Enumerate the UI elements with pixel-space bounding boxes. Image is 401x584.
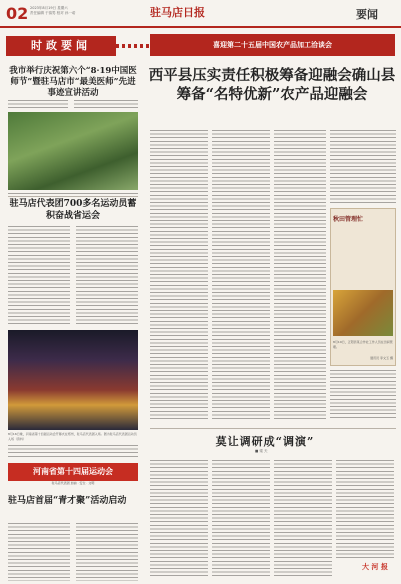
- red-banner: [150, 34, 395, 56]
- article-body-3a: [8, 523, 70, 581]
- article-body-4c: [274, 130, 326, 420]
- article-body-4e: [330, 370, 396, 420]
- divider: [150, 428, 396, 429]
- date-line-1: 2023年8月19日 星期六: [30, 6, 68, 10]
- autumn-title: 秋田管理忙: [333, 216, 364, 223]
- games-ad[interactable]: 河南省第十四届运动会: [8, 463, 138, 481]
- headline-main[interactable]: 西平县压实责任积极筹备迎融会确山县筹备“名特优新”农产品迎融会: [148, 67, 396, 103]
- photo-field: [8, 112, 138, 190]
- article-title-delegation[interactable]: 驻马店代表团700多名运动员蓄积奋战省运会: [9, 199, 137, 221]
- commentary-body-c: [274, 460, 332, 578]
- dahebao-logo: 大 河 报: [362, 562, 388, 571]
- section-banner-text: 时政要闻: [31, 39, 91, 52]
- article-body-4a: [150, 130, 208, 420]
- games-ad-sub: 驻马店代表团 加油 · 安全 · 文明: [51, 481, 95, 485]
- red-banner-text: 喜迎第二十五届中国农产品加工洽谈会: [213, 40, 332, 49]
- date-line-2: 责任编辑 于赛男 校对 孙一诺: [30, 11, 76, 15]
- newspaper-name: 驻马店日报: [150, 6, 205, 19]
- article-body-4b: [212, 130, 270, 420]
- commentary-body-d: [336, 460, 394, 558]
- commentary-title[interactable]: 莫让调研成“调演”: [215, 435, 315, 448]
- commentary-author: ■ 梁 天: [255, 449, 268, 453]
- page-number: 02: [6, 4, 29, 23]
- autumn-credit: 通讯员 李文玉 摄: [370, 356, 393, 360]
- date-line: [30, 6, 75, 16]
- article-body-1a: [8, 100, 68, 110]
- article-body-1b: [74, 100, 138, 110]
- divider: [8, 196, 138, 197]
- article-body-2b: [76, 226, 138, 326]
- article-title-doctors-day[interactable]: 我市举行庆祝第六个“8·19中国医师节”暨驻马店市“最美医师”先进事迹宣讲活动: [9, 66, 137, 98]
- article-body-2a: [8, 226, 70, 326]
- article-body-2c: [8, 445, 138, 459]
- photo-caption: 8月16日晚，河南省第十四届运动会开幕式在郑州，驻马店代表团入场。图为驻马店代表团运动员入场（资料）: [8, 432, 137, 441]
- section-name: 要闻: [356, 8, 378, 21]
- commentary-body-a: [150, 460, 208, 578]
- photo-opening-ceremony: [8, 330, 138, 430]
- article-body-4d: [330, 130, 396, 204]
- commentary-body-b: [212, 460, 270, 578]
- article-body-3b: [76, 523, 138, 581]
- autumn-photo: [333, 290, 393, 336]
- article-title-talent[interactable]: 驻马店首届“青才聚”活动启动: [8, 496, 127, 506]
- section-banner: [6, 36, 116, 56]
- autumn-caption: 8月19日，正阳县某合作社工作人员在田间管理。: [333, 340, 393, 349]
